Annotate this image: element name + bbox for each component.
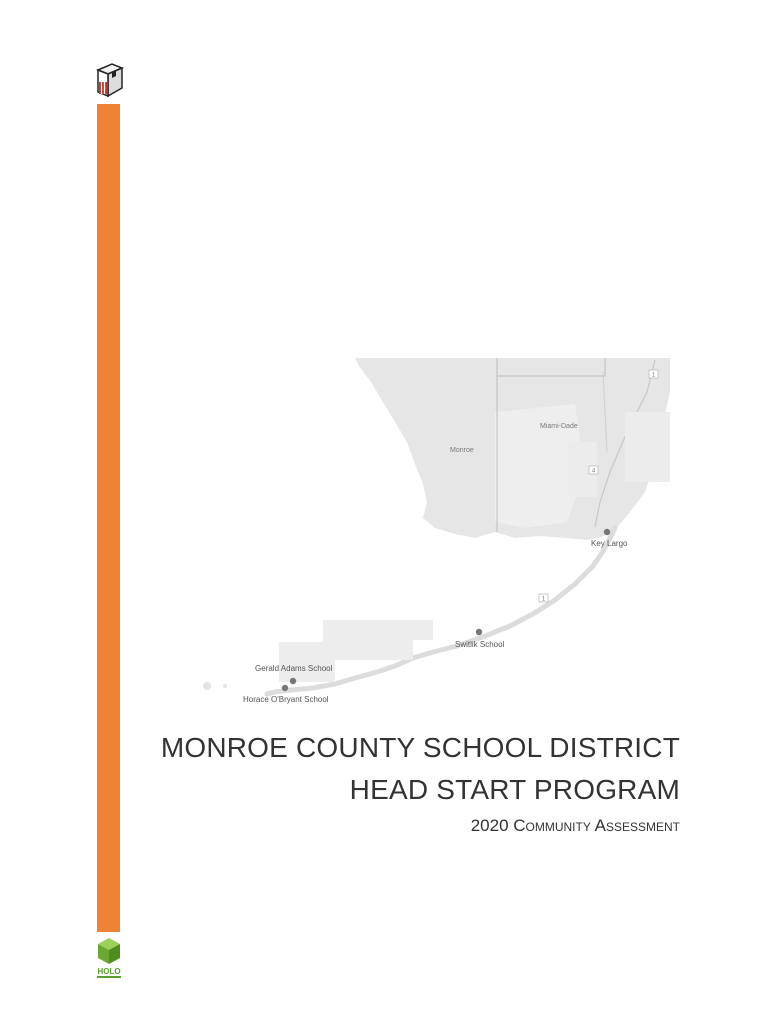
route-shield-1a bbox=[649, 370, 658, 379]
holo-logo-icon bbox=[92, 936, 126, 980]
school-marker-gerald-adams bbox=[290, 678, 296, 684]
document-title-line-1: MONROE COUNTY SCHOOL DISTRICT bbox=[160, 732, 680, 763]
school-label-switlik: Switlik School bbox=[455, 640, 505, 649]
document-title-line-2: HEAD START PROGRAM bbox=[349, 774, 680, 805]
svg-text:1: 1 bbox=[651, 372, 656, 379]
school-label-gerald-adams: Gerald Adams School bbox=[255, 664, 333, 673]
route-shield-4 bbox=[589, 466, 598, 475]
south-florida-map bbox=[195, 352, 675, 712]
svg-text:1: 1 bbox=[541, 596, 546, 603]
school-marker-key-largo bbox=[604, 529, 610, 535]
county-label-miami-dade: Miami-Dade bbox=[540, 423, 578, 430]
house-box-icon bbox=[90, 60, 126, 100]
county-label-monroe: Monroe bbox=[450, 447, 474, 454]
school-label-horace-obryant: Horace O'Bryant School bbox=[243, 695, 329, 704]
svg-text:4: 4 bbox=[591, 468, 596, 475]
school-marker-horace-obryant bbox=[282, 685, 288, 691]
school-label-key-largo: Key Largo bbox=[591, 539, 628, 548]
accent-bar bbox=[97, 104, 120, 932]
document-subtitle: 2020 Community Assessment bbox=[470, 816, 680, 835]
route-shield-1b bbox=[539, 594, 548, 603]
school-marker-switlik bbox=[476, 629, 482, 635]
holo-logo-text: HOLO bbox=[97, 967, 121, 976]
